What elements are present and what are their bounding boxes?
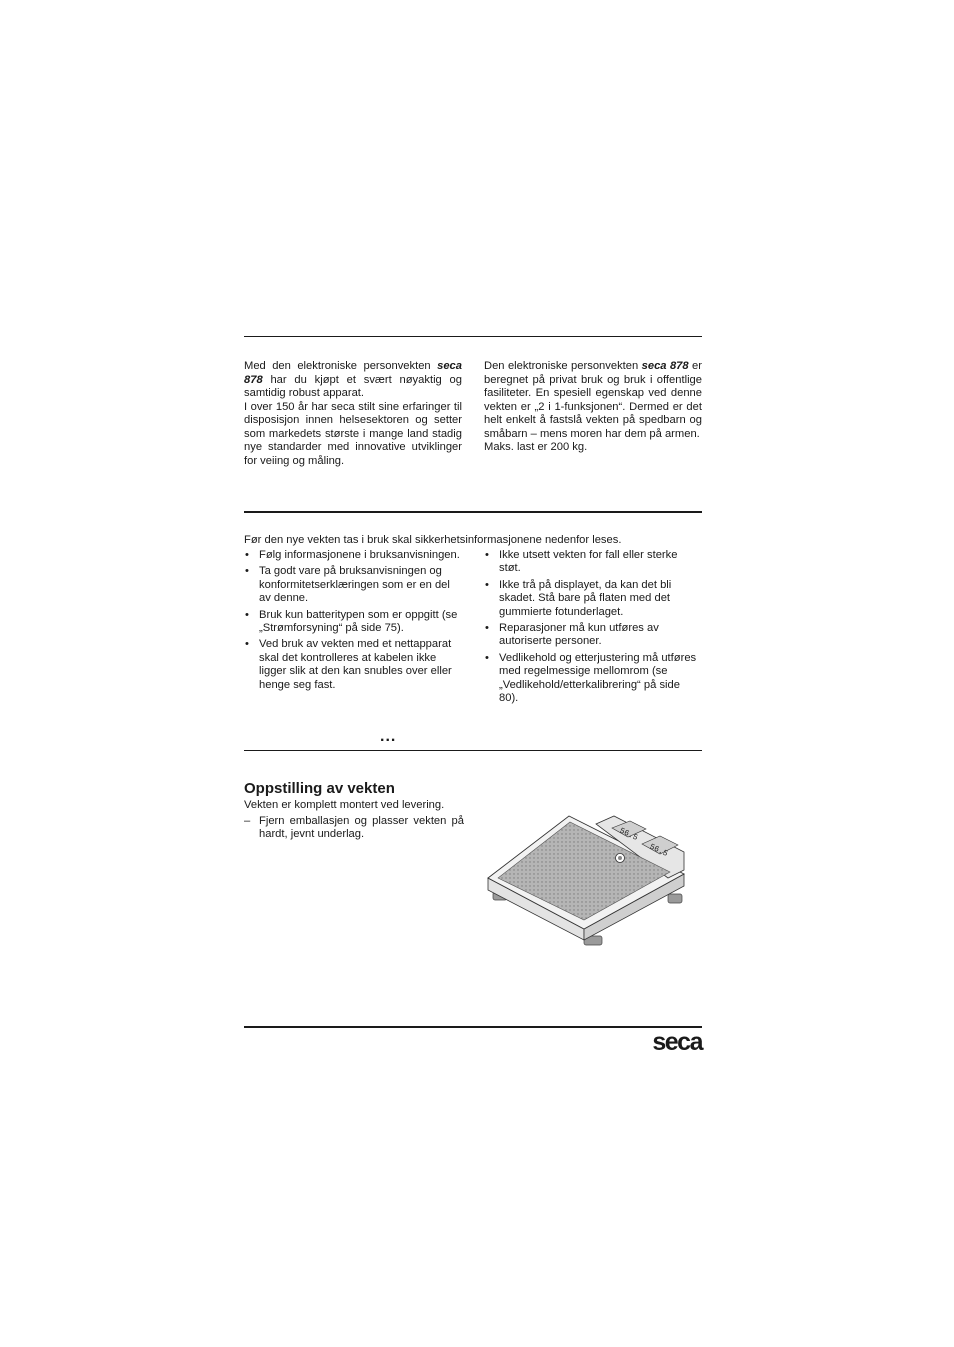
list-item: – Fjern emballasjen og plasser vekten på hardt, jevnt underlag. (244, 815, 464, 842)
list-item: • Følg informasjonene i bruksanvisningen. (244, 549, 461, 562)
intro-left-paragraph-1: Med den elektroniske personvekten seca 878 har du kjøpt et svært nøyaktig og samtidig robust apparat. (244, 360, 462, 399)
display-readout-right: 56.5 (647, 842, 670, 859)
section-heading-setup: Oppstilling av vekten (244, 780, 395, 797)
brand-name: seca 878 (244, 360, 462, 386)
list-item: • Ikke trå på displayet, da kan det bli skadet. Stå bare på flaten med det gummierte fotunderlaget. (484, 579, 702, 619)
safety-lead: Før den nye vekten tas i bruk skal sikkerhetsinformasjonene nedenfor leses. (244, 534, 622, 546)
setup-text: Vekten er komplett montert ved levering. (244, 799, 445, 811)
rule-footer (244, 1026, 702, 1028)
intro-left-column (244, 360, 462, 468)
intro-left-paragraph-2: I over 150 år har seca stilt sine erfaringer til disposisjon innen helsesektoren og setter som markedets største i mange land stadig nye standarder med innovative utviklinger for veiing og måling. (244, 400, 462, 467)
list-item: • Ved bruk av vekten med et nettapparat skal det kontrolleres at kabelen ikke ligger slik at den kan snubles over eller henge seg fast. (244, 638, 461, 692)
brand-name: seca 878 (641, 360, 689, 372)
display-readout-left: 56.5 (617, 826, 640, 843)
list-item: • Ikke utsett vekten for fall eller sterke støt. (484, 549, 702, 576)
list-item: • Vedlikehold og etterjustering må utføres med regelmessige mellomrom (se „Vedlikehold/etterkalibrering“ på side 80). (484, 652, 702, 706)
intro-right-paragraph-1: Den elektroniske personvekten seca 878 er beregnet på privat bruk og bruk i offentlige fasiliteter. En spesiell egenskap ved denne vekten er „2 i 1-funksjonen“. Dermed er det helt enkelt å fastslå vekten på spedbarn og småbarn – mens moren har dem på armen. (484, 360, 702, 440)
rule-setup (244, 750, 702, 751)
list-item: • Reparasjoner må kun utføres av autoriserte personer. (484, 622, 702, 649)
rule-safety (244, 511, 702, 513)
intro-right-paragraph-2: Maks. last er 200 kg. (484, 441, 588, 453)
seca-logo: seca (652, 1028, 702, 1056)
safety-list-left (244, 549, 461, 695)
safety-list-right (484, 549, 702, 708)
intro-right-column (484, 360, 702, 455)
list-item: • Ta godt vare på bruksanvisningen og konformitetserklæringen som er en del av denne. (244, 565, 461, 605)
list-item: • Bruk kun batteritypen som er oppgitt (se „Strømforsyning“ på side 75). (244, 609, 461, 636)
ellipsis-marker: ... (380, 728, 397, 745)
rule-top (244, 336, 702, 337)
setup-steps (244, 815, 464, 842)
scale-illustration (484, 812, 694, 962)
